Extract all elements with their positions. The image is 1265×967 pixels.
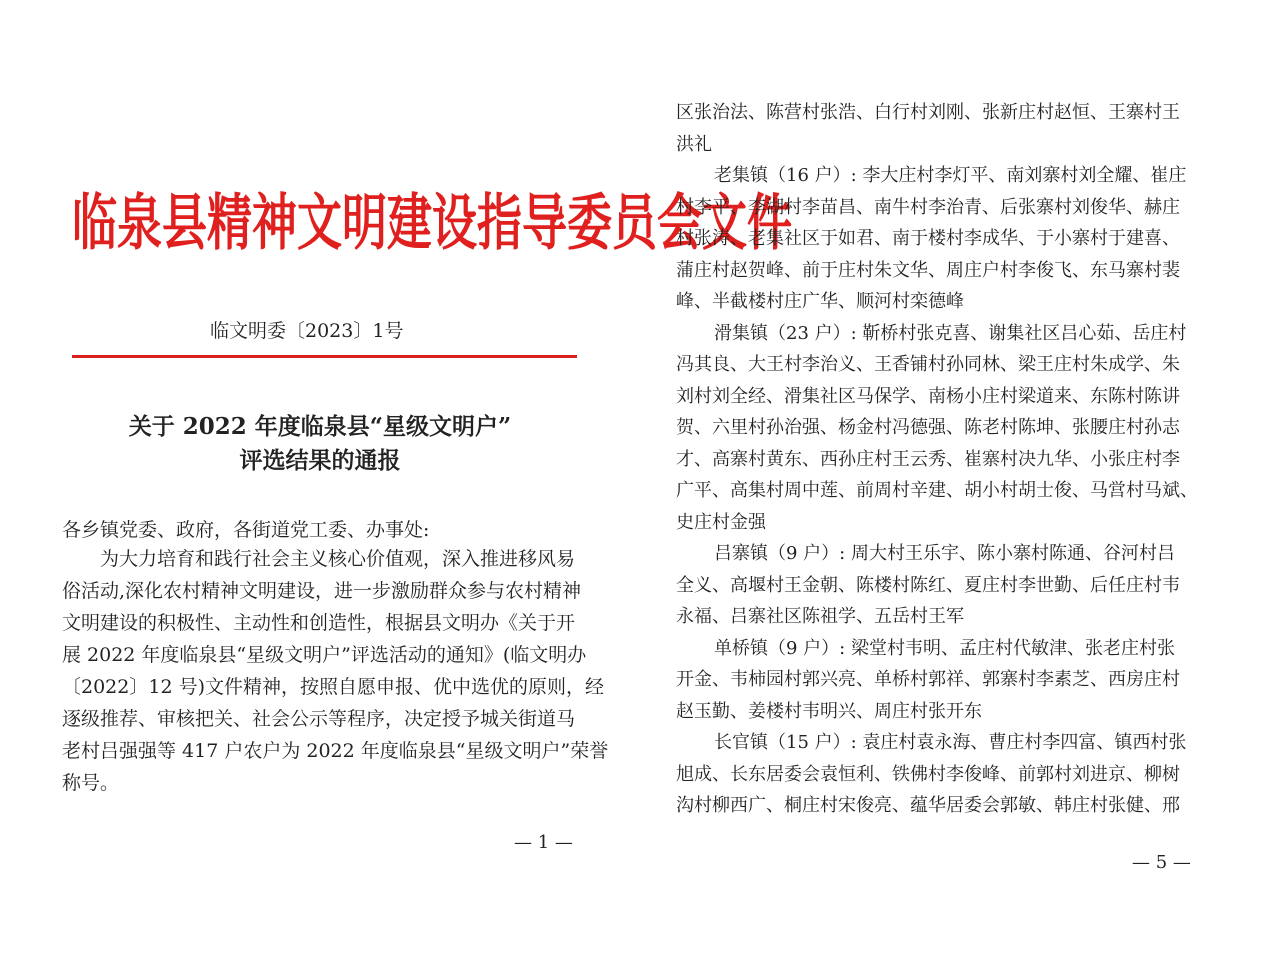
body-line: 为大力培育和践行社会主义核心价值观，深入推进移风易 <box>100 548 576 570</box>
list-line: 永福、吕寨社区陈祖学、五岳村王军 <box>676 606 964 627</box>
notice-title-line: 关于 2022 年度临泉县“星级文明户” <box>128 413 512 440</box>
list-line: 广平、高集村周中莲、前周村辛建、胡小村胡士俊、马営村马斌、 <box>676 480 1198 501</box>
town-heading-line: 老集镇（16 户）: 李大庄村李灯平、南刘寨村刘全耀、崔庄 <box>714 165 1187 186</box>
body-line: 〔2022〕12 号)文件精神，按照自愿申报、优中选优的原则，经 <box>62 676 604 698</box>
list-line: 旭成、长东居委会袁恒利、铁佛村李俊峰、前郭村刘进京、柳树 <box>676 763 1180 785</box>
notice-title-line: 评选结果的通报 <box>239 447 401 474</box>
list-line: 刘村刘全经、滑集社区马保学、南杨小庄村梁道来、东陈村陈讲 <box>676 385 1180 407</box>
body-line: 逐级推荐、审核把关、社会公示等程序，决定授予城关街道马 <box>62 708 576 730</box>
list-line: 开金、韦柿园村郭兴亮、单桥村郭祥、郭寨村李素芝、西房庄村 <box>676 669 1180 690</box>
town-heading-line: 吕寨镇（9 户）: 周大村王乐宇、陈小寨村陈通、谷河村吕 <box>714 543 1175 564</box>
list-line: 村李平、李湖村李苗昌、南牛村李治青、后张寨村刘俊华、赫庄 <box>676 196 1180 218</box>
body-line: 老村吕强强等 417 户农户为 2022 年度临泉县“星级文明户”荣誉 <box>62 740 609 762</box>
awardee-list <box>676 97 1236 822</box>
list-line: 赵玉勤、姜楼村韦明兴、周庄村张开东 <box>676 700 982 722</box>
document-number: 临文明委〔2023〕1号 <box>210 320 404 342</box>
list-line: 贺、六里村孙治强、杨金村冯德强、陈老村陈坤、张腰庄村孙志 <box>676 417 1180 438</box>
list-line: 史庄村金强 <box>676 511 766 533</box>
list-line: 蒲庄村赵贺峰、前于庄村朱文华、周庄户村李俊飞、东马寨村裴 <box>676 259 1180 281</box>
salutation: 各乡镇党委、政府，各街道党工委、办事处: <box>62 519 430 541</box>
town-heading-line: 单桥镇（9 户）: 梁堂村韦明、孟庄村代敏津、张老庄村张 <box>714 637 1175 659</box>
body-line: 称号。 <box>62 772 120 794</box>
list-line: 才、高寨村黄东、西孙庄村王云秀、崔寨村决九华、小张庄村李 <box>676 448 1180 470</box>
list-line: 全义、高堰村王金朝、陈楼村陈红、夏庄村李世勤、后任庄村韦 <box>676 574 1180 596</box>
notice-title <box>120 410 520 478</box>
list-line: 冯其良、大王村李治义、王香铺村孙同林、梁王庄村朱成学、朱 <box>676 354 1180 375</box>
red-divider-rule <box>72 355 577 358</box>
body-line: 俗活动,深化农村精神文明建设，进一步激励群众参与农村精神 <box>62 580 582 602</box>
right-page <box>640 0 1265 967</box>
list-line: 区张治法、陈营村张浩、白行村刘刚、张新庄村赵恒、王寨村王 <box>676 102 1180 123</box>
list-line: 沟村柳西广、桐庄村宋俊亮、蕴华居委会郭敏、韩庄村张健、邢 <box>676 795 1180 816</box>
list-line: 洪礼 <box>676 133 712 155</box>
list-line: 峰、半截楼村庄广华、顺河村栾德峰 <box>676 291 964 312</box>
town-heading-line: 长官镇（15 户）: 袁庄村袁永海、曹庄村李四富、镇西村张 <box>714 732 1187 753</box>
document-header-title: 临泉县精神文明建设指导委员会文件 <box>72 186 793 259</box>
page-number: — 1 — <box>514 832 573 853</box>
town-heading-line: 滑集镇（23 户）: 靳桥村张克喜、谢集社区吕心茹、岳庄村 <box>714 322 1187 344</box>
page-number: — 5 — <box>1132 852 1191 873</box>
body-text <box>62 543 609 799</box>
list-line: 村张涛、老集社区于如君、南于楼村李成华、于小寨村于建喜、 <box>676 228 1180 249</box>
body-line: 文明建设的积极性、主动性和创造性，根据县文明办《关于开 <box>62 612 576 634</box>
body-line: 展 2022 年度临泉县“星级文明户”评选活动的通知》(临文明办 <box>62 644 587 666</box>
